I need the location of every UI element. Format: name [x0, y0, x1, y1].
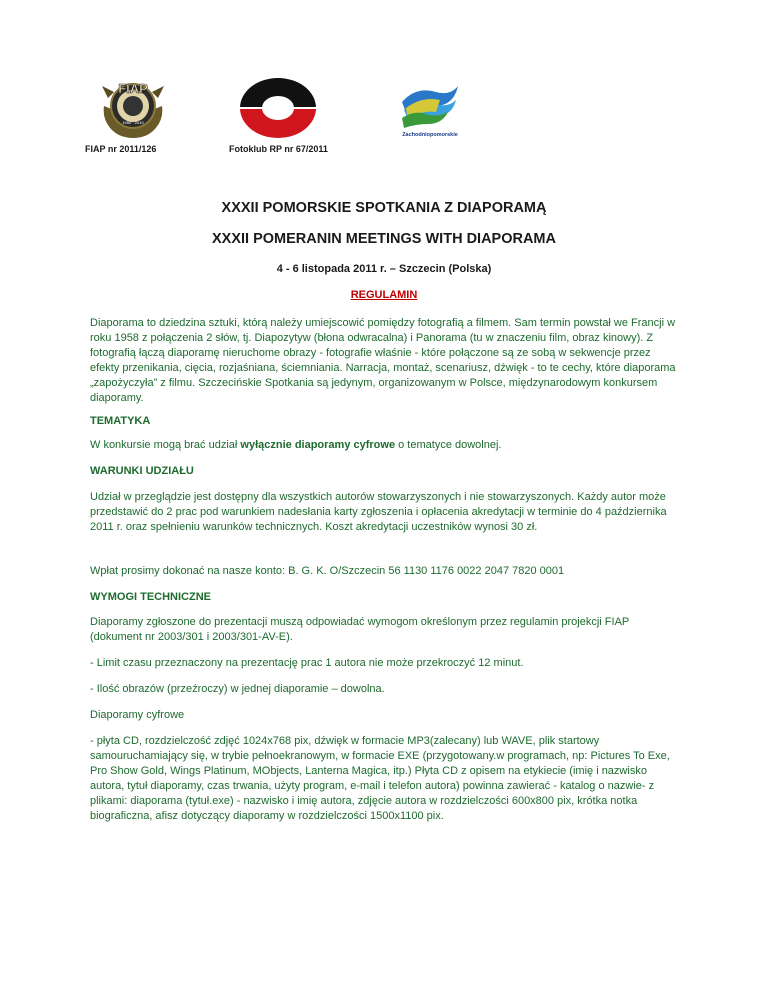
svg-text:FIAP: FIAP	[118, 81, 148, 96]
svg-text:1950 · 2010: 1950 · 2010	[122, 120, 144, 125]
fotoklub-caption: Fotoklub RP nr 67/2011	[229, 144, 328, 154]
svg-text:Zachodniopomorskie: Zachodniopomorskie	[402, 132, 458, 138]
cyfrowe-heading: Diaporamy cyfrowe	[90, 709, 185, 721]
payment-paragraph: Wpłat prosimy dokonać na nasze konto: B. G. K. O/Szczecin 56 1130 1176 0022 2047 7820 0001	[90, 565, 565, 577]
zachodniopomorskie-logo	[396, 82, 464, 140]
warunki-heading: WARUNKI UDZIAŁU	[90, 465, 194, 477]
regulamin-heading: REGULAMIN	[350, 289, 418, 301]
cd-paragraph: - płyta CD, rozdzielczość zdjęć 1024x768 pix, dźwięk w formacie MP3(zalecany) lub WAVE, plik startowy samouruchamiający się, w trybie pełnoekranowym, w formacie EXE (przygotowany.w programach, np: Pictures To Exe, Pro Show Gold, Wings Platinum, MObjects, Lanterna Magica, itp.) Płyta CD z opisem na etykiecie (imię i nazwisko autora, tytuł diaporamy, czas trwania, użyty program, e-mail i telefon autora) powinna zawierać - katalog o nazwie- z plikami: diaporama (tytuł.exe) - nazwisko i imię autora, zdjęcie autora w rozdzielczości 600x800 pix, krótka notka biograficzna, afisz dotyczący diaporamy w rozdzielczości 1500x1100 pix.	[90, 735, 670, 822]
limit-item: - Limit czasu przeznaczony na prezentację prac 1 autora nie może przekroczyć 12 minut.	[90, 657, 524, 669]
tematyka-paragraph: W konkursie mogą brać udział wyłącznie diaporamy cyfrowe o tematyce dowolnej.	[90, 439, 502, 451]
tematyka-heading: TEMATYKA	[90, 415, 151, 427]
fiap-logo	[100, 76, 166, 140]
wymogi-paragraph: Diaporamy zgłoszone do prezentacji muszą odpowiadać wymogom określonym przez regulamin projekcji FIAP (dokument nr 2003/301 i 2003/301-AV-E).	[90, 616, 630, 643]
ilosc-item: - Ilość obrazów (przeźroczy) w jednej diaporamie – dowolna.	[90, 683, 385, 695]
fiap-caption: FIAP nr 2011/126	[85, 144, 157, 154]
tematyka-emphasis: wyłącznie diaporamy cyfrowe	[240, 439, 396, 451]
wymogi-heading: WYMOGI TECHNICZNE	[90, 591, 211, 603]
intro-paragraph: Diaporama to dziedzina sztuki, którą należy umiejscowić pomiędzy fotografią a filmem. Sam termin powstał we Francji w roku 1958 z połączenia 2 słów, tj. Diapozytyw (błona odwracalna) i Panorama (tu w znaczeniu film, obraz kinowy). Z fotografią łączą diaporamę nieruchome obrazy - fotografie właśnie - które połączone są ze sobą w sekwencje przez efekty przenikania, cięcia, rozjaśniana, ściemniania. Narracja, montaż, scenariusz, dźwięk - to te cechy, które diaporama „zapożyczyła” z filmu. Szczecińskie Spotkania są jedynym, organizowanym w Polsce, międzynarodowym konkursem diaporamy.	[90, 317, 676, 404]
title-polish: XXXII POMORSKIE SPOTKANIA Z DIAPORAMĄ	[221, 200, 547, 216]
fotoklub-logo	[226, 76, 330, 140]
warunki-paragraph: Udział w przeglądzie jest dostępny dla wszystkich autorów stowarzyszonych i nie stowarzyszonych. Każdy autor może przedstawić do 2 prac pod warunkiem nadesłania karty zgłoszenia i opłacenia akredytacji w terminie do 4 października 2011 r. oraz spełnieniu warunków technicznych. Koszt akredytacji uczestników wynosi 30 zł.	[90, 491, 667, 533]
event-dates: 4 - 6 listopada 2011 r. – Szczecin (Polska)	[276, 263, 492, 275]
title-english: XXXII POMERANIN MEETINGS WITH DIAPORAMA	[212, 231, 556, 247]
